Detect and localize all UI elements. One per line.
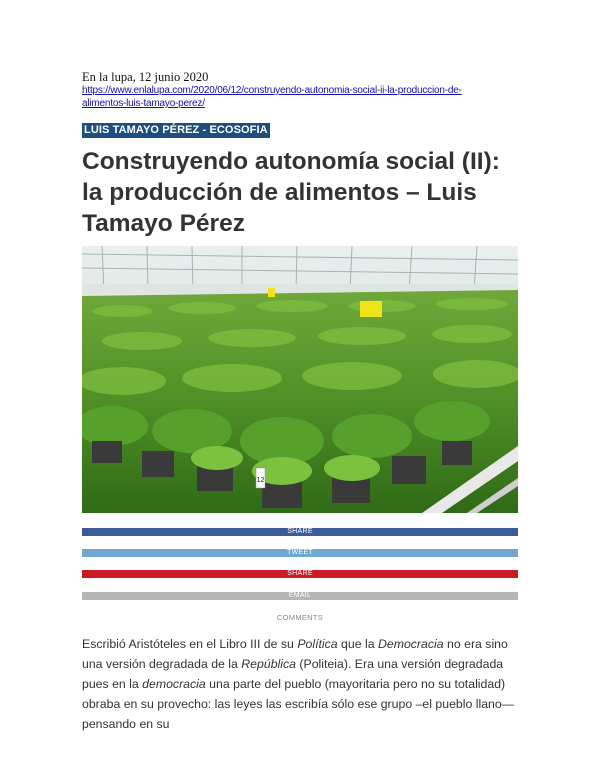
article-title: Construyendo autonomía social (II): la producción de alimentos – Luis Tamayo Pérez <box>82 148 500 237</box>
body-emphasis: Democracia <box>377 637 444 651</box>
category-badge[interactable]: LUIS TAMAYO PÉREZ - ECOSOFIA <box>84 124 268 136</box>
body-segment: (Politeia). Era una versión degradada pues en la <box>82 657 504 691</box>
article-url-link[interactable] <box>82 84 522 110</box>
body-emphasis: República <box>241 657 296 671</box>
body-segment: no era sino una versión degradada de la <box>82 637 508 671</box>
hero-image <box>82 246 518 513</box>
source-line: En la lupa, 12 junio 2020 <box>82 70 209 84</box>
email-share-button[interactable]: EMAIL <box>82 592 518 600</box>
article-url-line-1: https://www.enlalupa.com/2020/06/12/construyendo-autonomia-social-ii-la-produccion-de- <box>82 85 462 96</box>
body-emphasis: Política <box>297 637 338 651</box>
body-segment: Escribió Aristóteles en el Libro III de su <box>82 637 298 651</box>
body-segment: una parte del pueblo (mayoritaria pero no su totalidad) obraba en su provecho: las leyes las escribía sólo ese grupo –el pueblo llano— pensando en su <box>82 677 515 731</box>
comments-link[interactable]: COMMENTS <box>276 613 324 622</box>
hero-plant-tag: 12 <box>256 477 265 484</box>
body-segment: que la <box>337 637 378 651</box>
article-url-line-2: alimentos-luis-tamayo-perez/ <box>82 98 205 109</box>
twitter-tweet-button[interactable]: TWEET <box>82 549 518 557</box>
article-body-paragraph <box>82 634 522 734</box>
facebook-share-button[interactable]: SHARE <box>82 528 518 536</box>
body-emphasis: democracia <box>142 677 206 691</box>
pinterest-share-button[interactable]: SHARE <box>82 570 518 578</box>
